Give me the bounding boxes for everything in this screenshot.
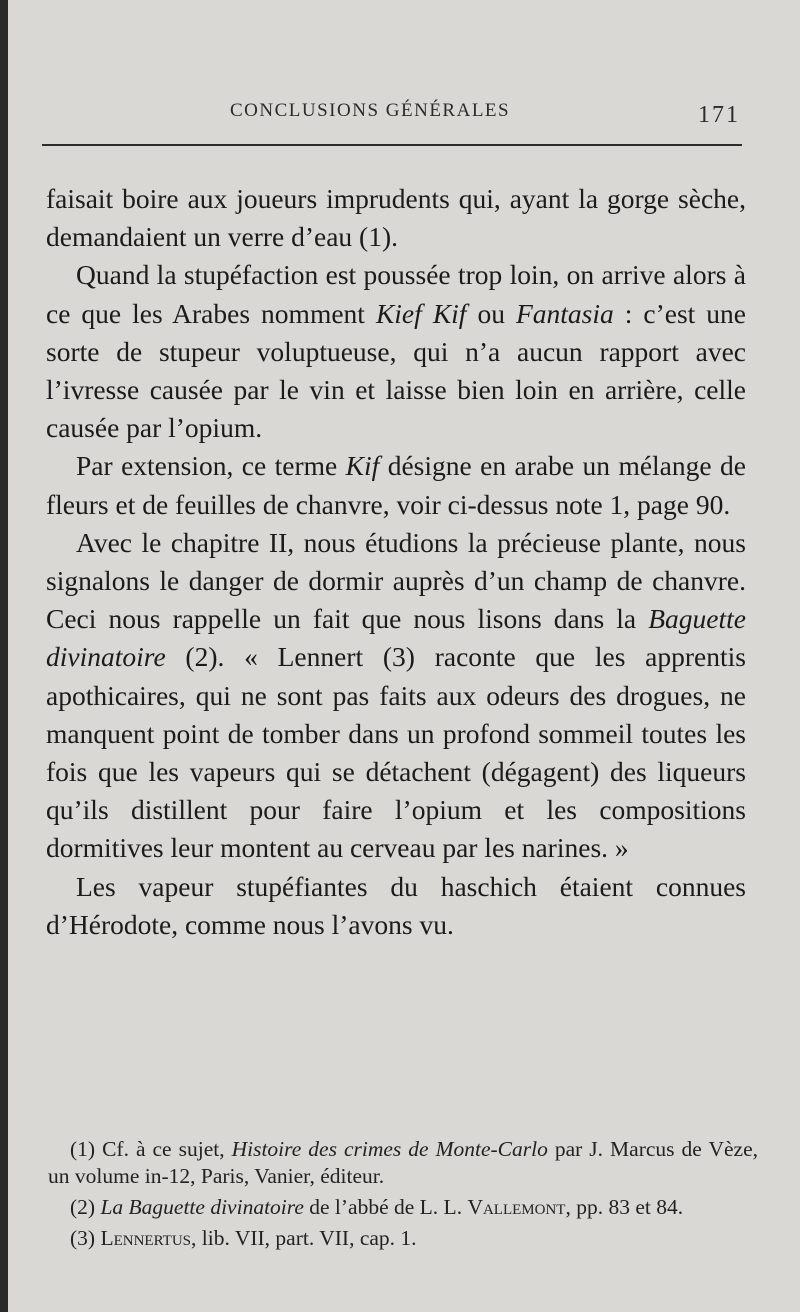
body-text <box>46 180 746 944</box>
p3-term-kif: Kif <box>345 450 380 482</box>
p2-term-fantasia: Fantasia <box>515 297 614 329</box>
p4-book-title: Baguette divinatoire <box>46 603 746 673</box>
p2-text-c: ou <box>466 297 516 329</box>
p2-term-kief: Kief <box>375 297 422 329</box>
fn2-text-a: (2) <box>70 1195 101 1219</box>
footnote-1 <box>48 1136 758 1190</box>
page-number: 171 <box>698 102 740 128</box>
paragraph-2 <box>46 256 746 447</box>
fn2-title: La Baguette divinatoire <box>100 1195 304 1219</box>
fn2-author: Vallemont <box>467 1195 566 1219</box>
fn3-author: Lennertus <box>100 1226 192 1250</box>
page-header <box>8 100 800 130</box>
p4-text-b: (2). « Lennert (3) raconte que les apprentis apothicaires, qui ne sont pas faits aux odeurs des drogues, ne manquent point de tomber dans un profond sommeil toutes les fois que les vapeurs qui se détachent (dégagent) des liqueurs qu’ils distillent pour faire l’opium et les compositions dormitives leur montent au cerveau par les narines. » <box>46 641 746 864</box>
paragraph-5: Les vapeur stupéfiantes du haschich étaient connues d’Hérodote, comme nous l’avons vu. <box>46 870 746 940</box>
p2-text-b <box>422 298 433 329</box>
fn2-text-b: de l’abbé de L. L. <box>303 1195 468 1219</box>
p2-term-kif: Kif <box>432 297 467 329</box>
paragraph-3 <box>46 447 746 523</box>
footnote-3 <box>48 1225 758 1252</box>
fn1-title: Histoire des crimes de Monte-Carlo <box>231 1137 548 1161</box>
footnote-2 <box>48 1194 758 1221</box>
footnotes <box>48 1136 758 1256</box>
paragraph-1: faisait boire aux joueurs imprudents qui, ayant la gorge sèche, demandaient un verre d’eau (1). <box>46 183 746 253</box>
fn3-text-b: , lib. VII, part. VII, cap. 1. <box>191 1226 417 1250</box>
fn3-text-a: (3) <box>70 1226 101 1250</box>
p3-text-b: désigne en arabe un mélange de fleurs et de feuilles de chanvre, voir ci-dessus note 1, page 90. <box>46 450 746 520</box>
fn1-text-b: par J. Marcus de Vèze, un volume in-12, Paris, Vanier, éditeur. <box>48 1137 758 1188</box>
running-head: CONCLUSIONS GÉNÉRALES <box>230 100 511 121</box>
p4-text-a: Avec le chapitre II, nous étudions la précieuse plante, nous signalons le danger de dormir auprès d’un champ de chanvre. Ceci nous rappelle un fait que nous lisons dans la <box>46 526 746 635</box>
p2-text-a: Quand la stupéfaction est poussée trop loin, on arrive alors à ce que les Arabes nomment <box>46 259 746 329</box>
fn2-text-c: , pp. 83 et 84. <box>565 1195 684 1219</box>
paragraph-4 <box>46 524 746 868</box>
p2-text-d: : c’est une sorte de stupeur voluptueuse, qui n’a aucun rapport avec l’ivresse causée par le vin et laisse bien loin en arrière, celle causée par l’opium. <box>46 297 747 444</box>
p3-text-a: Par extension, ce terme <box>76 450 346 482</box>
book-page <box>8 0 800 1312</box>
header-rule <box>42 144 742 146</box>
fn1-text-a: (1) Cf. à ce sujet, <box>70 1137 232 1161</box>
